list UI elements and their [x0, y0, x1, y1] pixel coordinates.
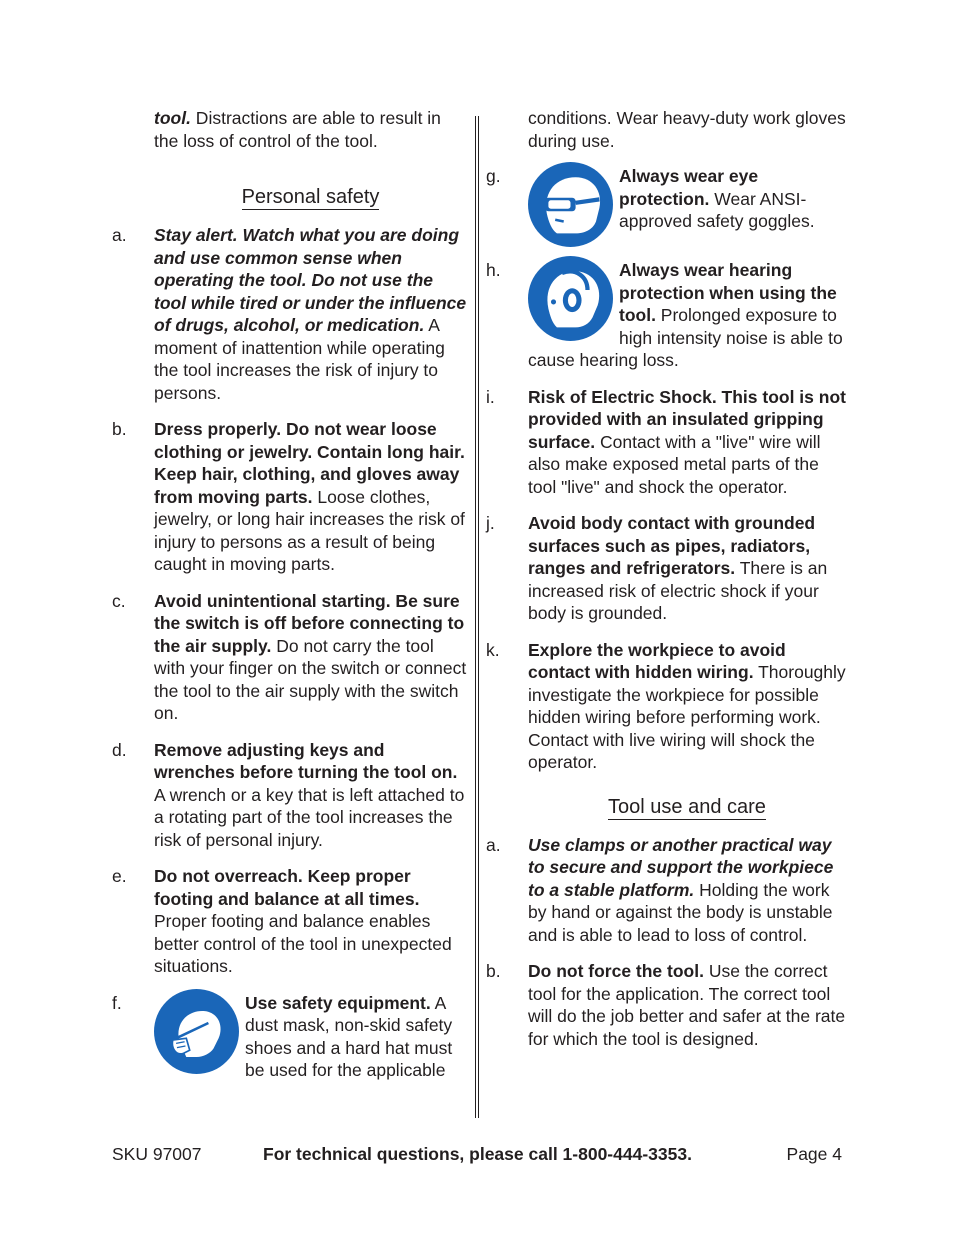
item-text: There is an increased risk of electric shock if your body is grounded. — [528, 558, 828, 623]
item-text: Wear ANSI-approved safety goggles. — [619, 188, 815, 231]
item-lead: Dress properly. Do not wear loose clothing or jewelry. Contain long hair. Keep hair, clothing, and gloves away from moving parts. — [154, 419, 465, 507]
care-item-b — [486, 960, 846, 1050]
item-text: A dust mask, non-skid safety shoes and a hard hat must be used for the applicable — [245, 992, 453, 1080]
hearing-protection-icon — [528, 256, 613, 341]
support-phone-text: For technical questions, please call 1-800-444-3353. — [263, 1144, 692, 1164]
item-letter: g. — [486, 166, 501, 186]
item-lead: Do not overreach. Keep proper footing and balance at all times. — [154, 866, 420, 909]
item-letter: a. — [486, 834, 501, 855]
item-lead: Avoid body contact with grounded surfaces such as pipes, radiators, ranges and refrigerators. — [528, 513, 816, 578]
item-lead: Explore the workpiece to avoid contact with hidden wiring. — [528, 639, 786, 682]
item-lead: Stay alert. Watch what you are doing and use common sense when operating the tool. Do not use the tool while tired or under the influence of drugs, alcohol, or medication. — [154, 225, 467, 335]
item-text: Holding the work by hand or against the body is unstable and is able to lead to loss of control. — [528, 879, 833, 945]
continued-lead: tool. — [154, 108, 191, 128]
item-letter: i. — [486, 386, 495, 407]
safety-item-j — [486, 512, 846, 625]
item-text: Do not carry the tool with your finger on the switch or connect the tool to the air supply with the switch on. — [154, 635, 467, 723]
item-letter: b. — [486, 961, 501, 981]
continued-text: Distractions are able to result in the loss of control of the tool. — [154, 108, 441, 151]
item-letter: a. — [112, 225, 127, 245]
item-letter: h. — [486, 260, 501, 280]
dust-mask-icon — [154, 989, 239, 1074]
safety-item-b — [112, 418, 467, 576]
safety-item-d — [112, 739, 467, 852]
page-number: Page 4 — [786, 1144, 842, 1164]
section-heading-personal-safety: Personal safety — [241, 186, 380, 208]
item-letter: j. — [486, 513, 495, 533]
left-column — [112, 107, 467, 1094]
item-letter: d. — [112, 739, 127, 760]
safety-item-c — [112, 590, 467, 725]
page-footer — [112, 1143, 842, 1167]
item-letter: k. — [486, 639, 500, 660]
item-lead: Remove adjusting keys and wrenches before turning the tool on. — [154, 739, 458, 782]
right-column — [486, 107, 846, 1064]
care-item-a — [486, 834, 846, 947]
item-text: Loose clothes, jewelry, or long hair increases the risk of injury to persons as a result of being caught in moving parts. — [154, 486, 465, 574]
item-letter: f. — [112, 992, 122, 1013]
safety-item-f — [112, 992, 467, 1082]
sku-label: SKU 97007 — [112, 1144, 202, 1164]
continued-paragraph: conditions. Wear heavy-duty work gloves during use. — [528, 108, 846, 151]
column-divider — [478, 116, 479, 1118]
safety-item-g — [486, 165, 846, 247]
safety-item-a — [112, 224, 467, 404]
safety-item-e — [112, 865, 467, 978]
item-lead: Always wear eye protection. — [619, 166, 759, 209]
item-lead: Use clamps or another practical way to secure and support the workpiece to a stable platform. — [528, 834, 834, 900]
item-lead: Avoid unintentional starting. Be sure the switch is off before connecting to the air supply. — [154, 590, 465, 656]
item-letter: b. — [112, 419, 127, 439]
item-text: Prolonged exposure to high intensity noise is able to cause hearing loss. — [528, 305, 843, 370]
column-divider — [475, 116, 476, 1118]
safety-item-i — [486, 386, 846, 499]
item-text: Proper footing and balance enables better control of the tool in unexpected situations. — [154, 911, 452, 976]
item-text: Thoroughly investigate the workpiece for possible hidden wiring before performing work. Contact with live wiring will shock the operator. — [528, 662, 846, 772]
item-lead: Use safety equipment. — [245, 992, 431, 1013]
safety-goggles-icon — [528, 162, 613, 247]
safety-item-k — [486, 639, 846, 774]
item-text: A moment of inattention while operating the tool increases the risk of injury to persons. — [154, 315, 445, 403]
item-lead: Always wear hearing protection when using the tool. — [619, 260, 837, 325]
item-text: A wrench or a key that is left attached to a rotating part of the tool increases the risk of personal injury. — [154, 784, 465, 850]
safety-item-h — [486, 259, 846, 372]
item-lead: Do not force the tool. — [528, 961, 704, 981]
item-text: Use the correct tool for the application. The correct tool will do the job better and safer at the rate for which the tool is designed. — [528, 961, 846, 1049]
item-letter: c. — [112, 590, 126, 611]
section-heading-tool-use-and-care: Tool use and care — [608, 795, 766, 818]
item-lead: Risk of Electric Shock. This tool is not provided with an insulated gripping surface. — [528, 386, 846, 452]
item-letter: e. — [112, 866, 127, 886]
item-text: Contact with a "live" wire will also make exposed metal parts of the tool "live" and shock the operator. — [528, 431, 821, 497]
continued-paragraph — [112, 107, 467, 152]
